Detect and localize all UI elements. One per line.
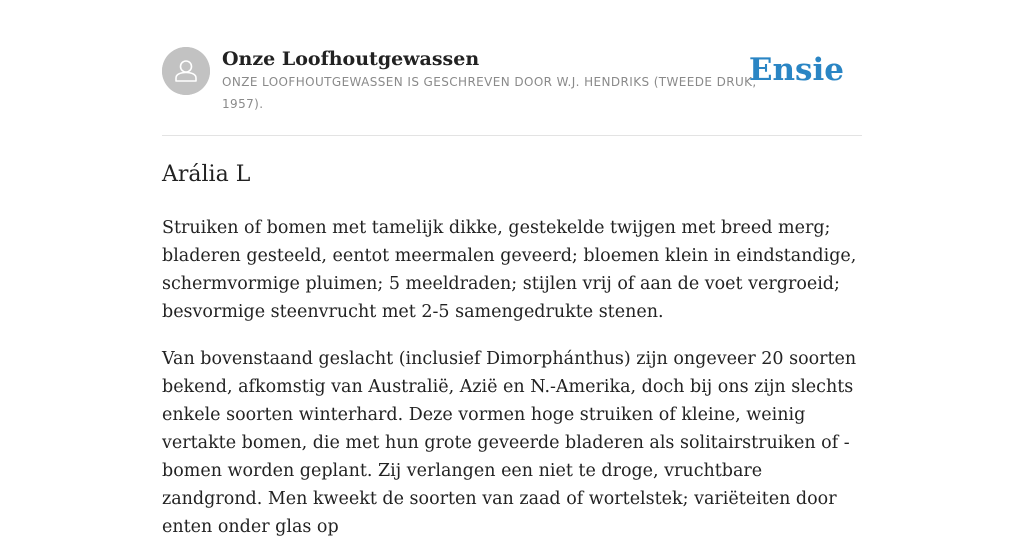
source-description: ONZE LOOFHOUTGEWASSEN IS GESCHREVEN DOOR W.J. HENDRIKS (TWEEDE DRUK, 1957). <box>222 75 757 111</box>
article-title: Arália L <box>162 162 251 187</box>
article-paragraph: Struiken of bomen met tamelijk dikke, gestekelde twijgen met breed merg; bladeren gesteeld, eentot meermalen geveerd; bloemen klein in eindstandige, schermvormige pluimen; 5 meeldraden; stijlen vrij of aan de voet vergroeid; besvormige steenvrucht met 2-5 samengedrukte stenen. <box>162 218 857 322</box>
article <box>162 158 862 560</box>
header-divider <box>162 135 862 136</box>
user-icon-graphic <box>162 47 210 95</box>
source-title[interactable]: Onze Loofhoutgewassen <box>222 48 480 70</box>
article-paragraph: Van bovenstaand geslacht (inclusief Dimorphánthus) zijn ongeveer 20 soorten bekend, afkomstig van Australië, Azië en N.-Amerika, doch bij ons zijn slechts enkele soorten winterhard. Deze vormen hoge struiken of kleine, weinig vertakte bomen, die met hun grote geveerde bladeren als solitairstruiken of -bomen worden geplant. Zij verlangen een niet te droge, vruchtbare zandgrond. Men kweekt de soorten van zaad of wortelstek; variëteiten door enten onder glas op <box>162 349 857 537</box>
source-header <box>162 47 862 117</box>
user-icon[interactable] <box>162 47 210 95</box>
ensie-logo-link[interactable]: Ensie <box>748 52 844 88</box>
